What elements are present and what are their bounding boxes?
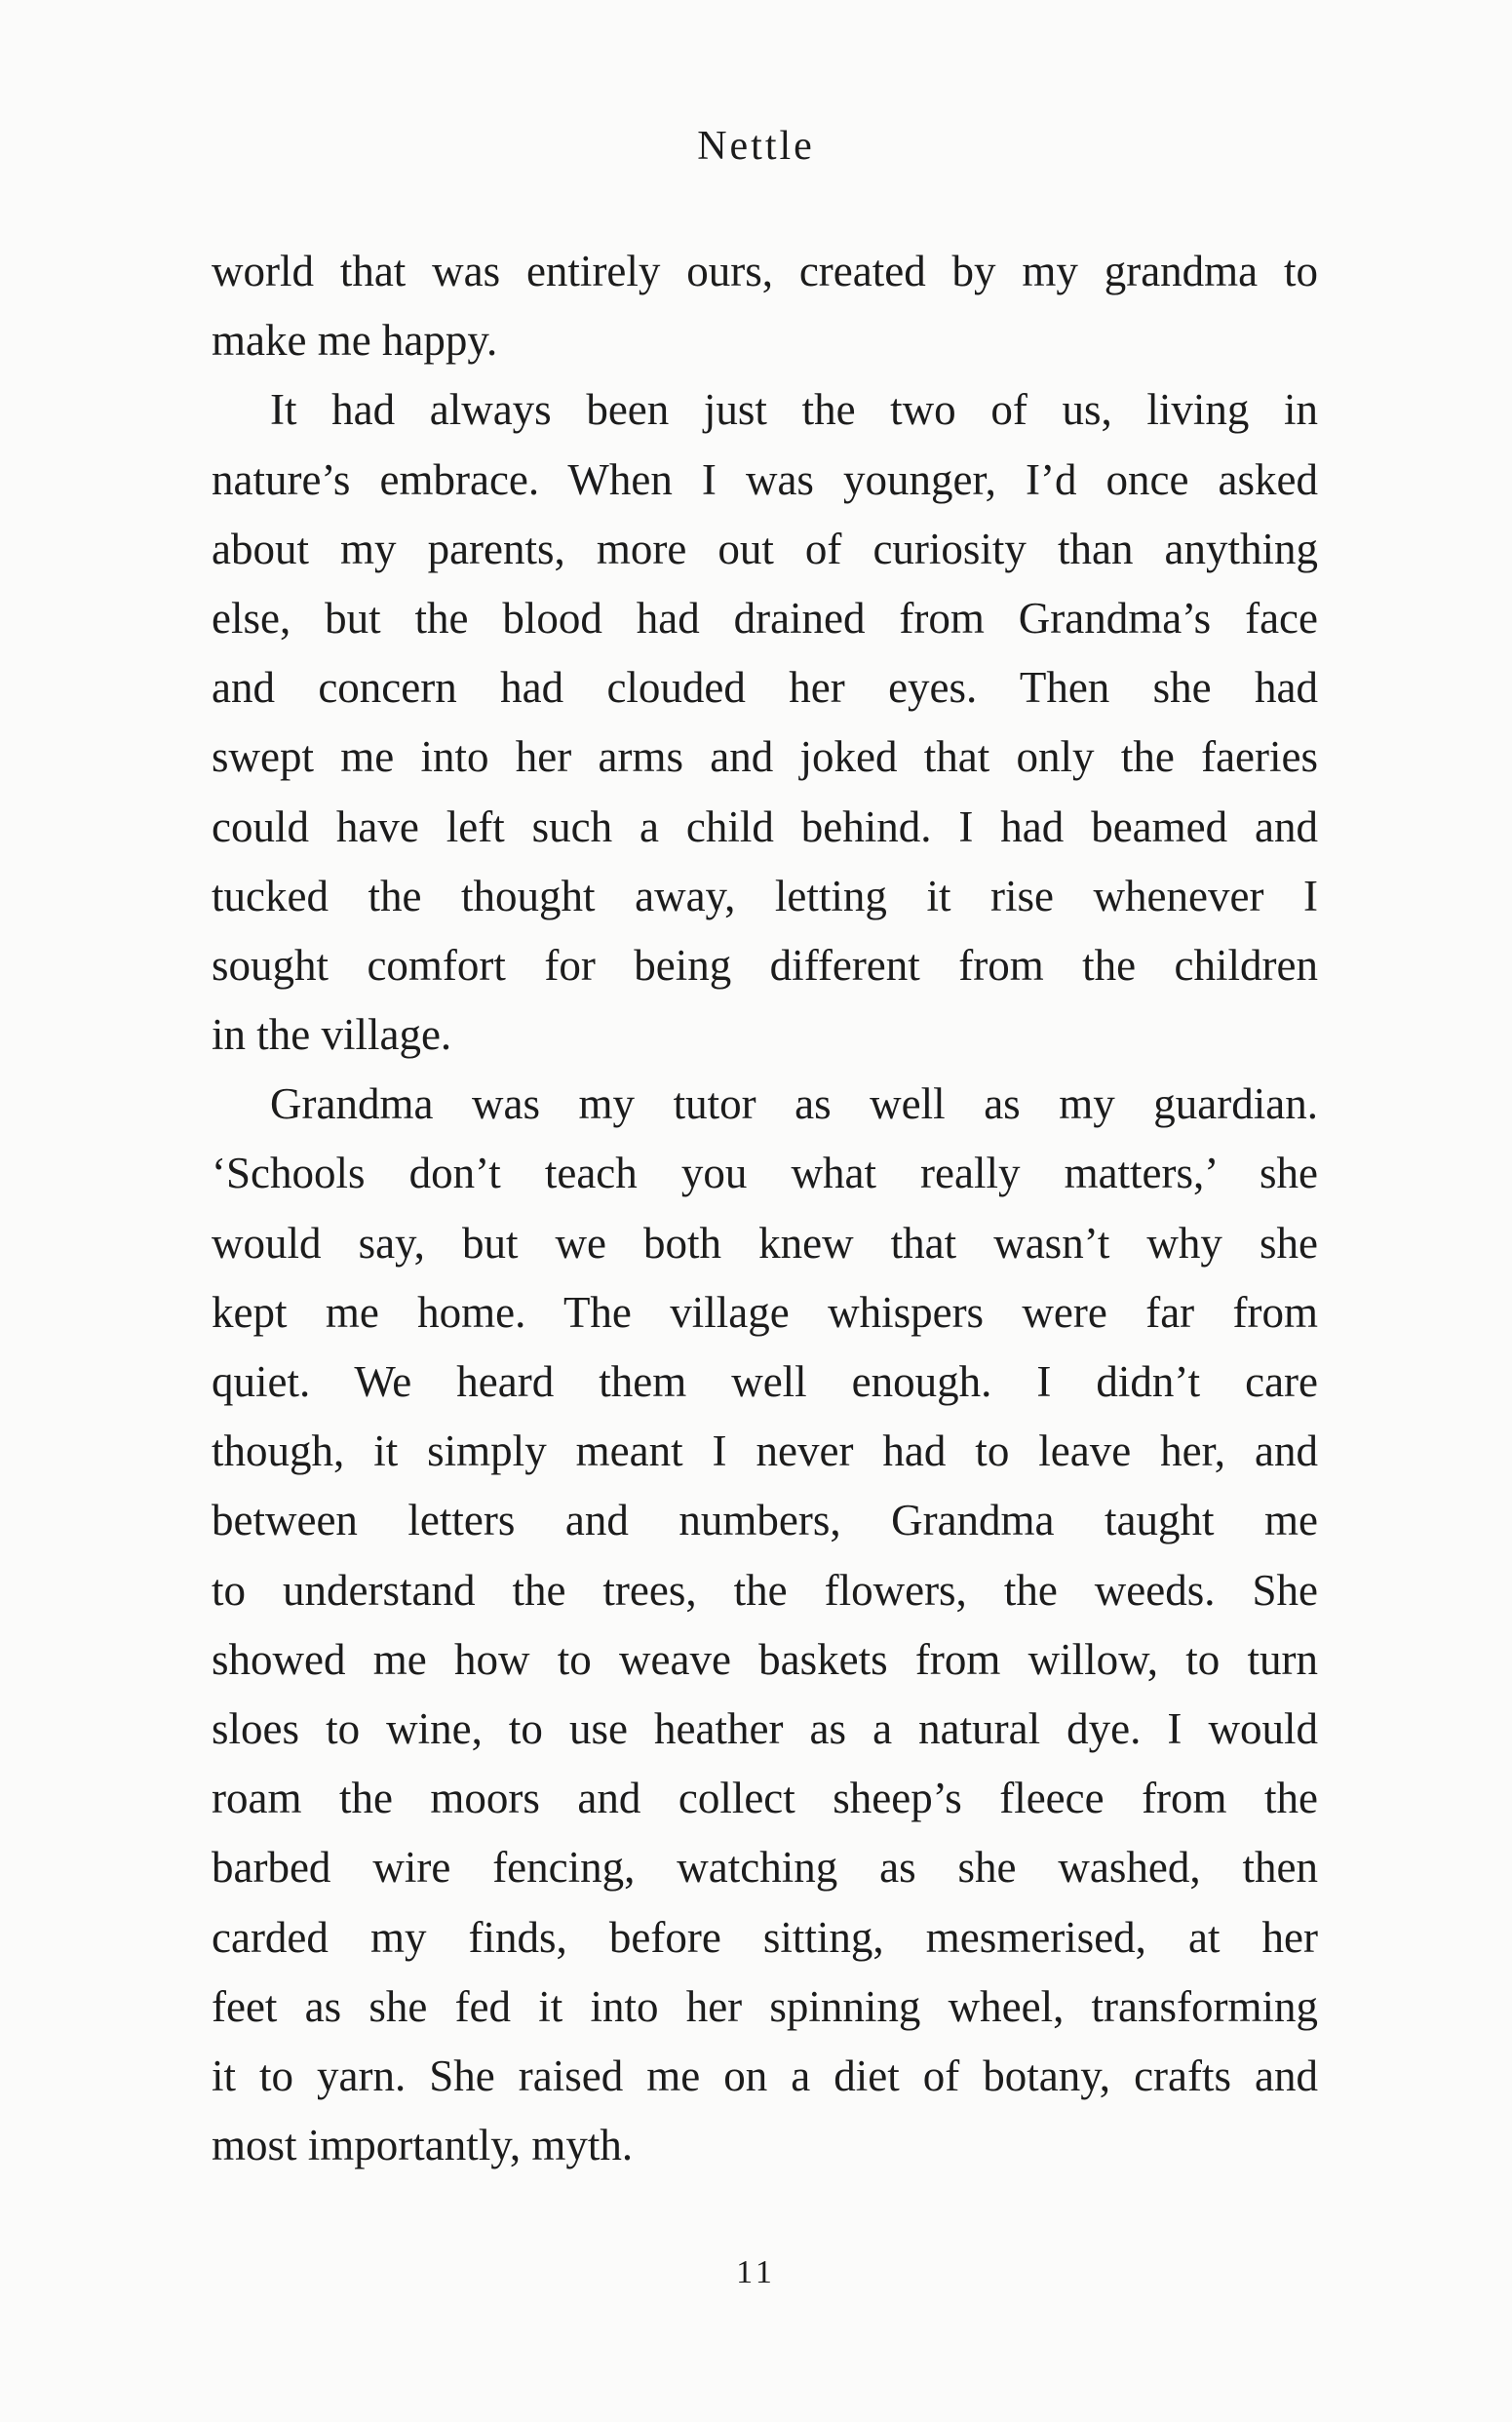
text-line: between letters and numbers, Grandma taught me — [212, 1496, 1318, 1545]
text-line: make me happy. — [212, 316, 498, 366]
text-line: barbed wire fencing, watching as she washed, then — [212, 1843, 1318, 1893]
text-line: quiet. We heard them well enough. I didn’t care — [212, 1357, 1318, 1406]
text-line: It had always been just the two of us, living in — [270, 385, 1318, 435]
text-line: sought comfort for being different from the children — [212, 940, 1318, 990]
page-number: 11 — [736, 2254, 776, 2290]
text-line: ‘Schools don’t teach you what really matters,’ she — [212, 1149, 1318, 1198]
text-line: Grandma was my tutor as well as my guardian. — [270, 1079, 1318, 1129]
text-line: about my parents, more out of curiosity than anything — [212, 524, 1318, 573]
text-line: roam the moors and collect sheep’s fleece from the — [212, 1774, 1318, 1823]
text-line: tucked the thought away, letting it rise whenever I — [212, 871, 1318, 920]
text-line: in the village. — [212, 1010, 452, 1060]
text-line: showed me how to weave baskets from willow, to turn — [212, 1634, 1318, 1684]
text-line: and concern had clouded her eyes. Then she had — [212, 663, 1318, 713]
text-line: swept me into her arms and joked that only the faeries — [212, 732, 1318, 782]
text-line: it to yarn. She raised me on a diet of botany, crafts and — [212, 2051, 1318, 2100]
text-line: sloes to wine, to use heather as a natural dye. I would — [212, 1703, 1318, 1753]
text-line: world that was entirely ours, created by my grandma to — [212, 247, 1318, 295]
text-line: feet as she fed it into her spinning wheel, transforming — [212, 1981, 1318, 2031]
text-line: most importantly, myth. — [212, 2121, 634, 2170]
text-line: though, it simply meant I never had to leave her, and — [212, 1426, 1318, 1476]
text-line: would say, but we both knew that wasn’t why she — [212, 1218, 1318, 1268]
text-line: else, but the blood had drained from Grandma’s face — [212, 593, 1318, 643]
text-line: carded my finds, before sitting, mesmerised, at her — [212, 1912, 1318, 1962]
text-line: to understand the trees, the flowers, the weeds. She — [212, 1565, 1318, 1615]
text-line: kept me home. The village whispers were far from — [212, 1287, 1318, 1337]
text-line: could have left such a child behind. I had beamed and — [212, 801, 1318, 851]
running-header: Nettle — [697, 124, 815, 169]
text-line: nature’s embrace. When I was younger, I’d once asked — [212, 454, 1318, 504]
body-text — [212, 242, 1318, 2185]
